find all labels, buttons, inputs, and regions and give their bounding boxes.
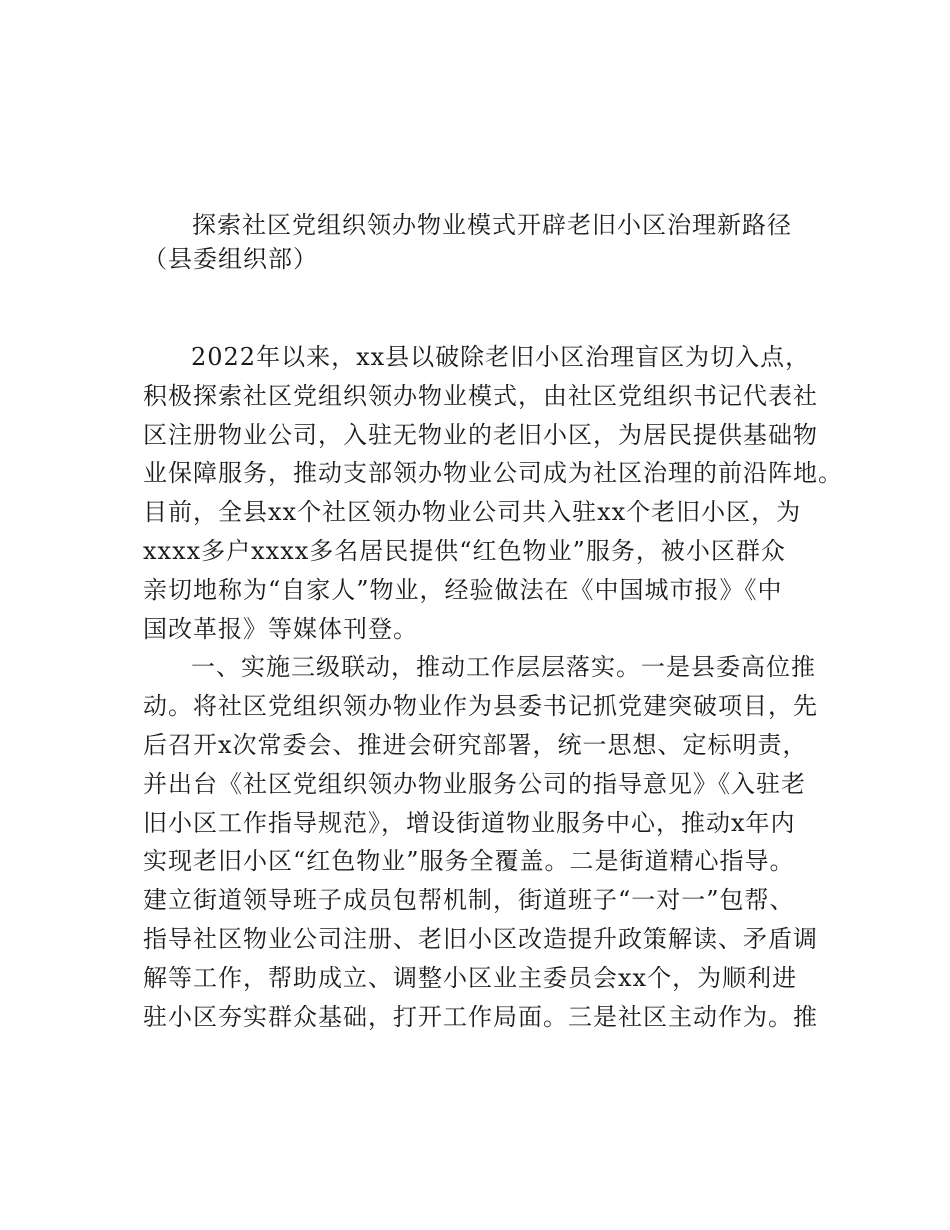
paragraph-line: 并出台《社区党组织领办物业服务公司的指导意见》《入驻老 <box>143 769 806 798</box>
paragraph-line: 实现老旧小区“红色物业”服务全覆盖。二是街道精心指导。 <box>143 847 795 876</box>
paragraph-line: xxxx多户xxxx多名居民提供“红色物业”服务，被小区群众 <box>143 536 786 565</box>
paragraph-line: 后召开x次常委会、推进会研究部署，统一思想、定标明责， <box>143 730 808 759</box>
paragraph-line: 区注册物业公司，入驻无物业的老旧小区，为居民提供基础物 <box>143 420 818 449</box>
paragraph-line: 亲切地称为“自家人”物业，经验做法在《中国城市报》《中 <box>143 575 783 604</box>
paragraph-line: 一、实施三级联动，推动工作层层落实。一是县委高位推 <box>191 653 816 682</box>
paragraph-line: 指导社区物业公司注册、老旧小区改造提升政策解读、矛盾调 <box>143 924 818 953</box>
paragraph-line: 积极探索社区党组织领办物业模式，由社区党组织书记代表社 <box>143 381 818 410</box>
paragraph-line: 业保障服务，推动支部领办物业公司成为社区治理的前沿阵地。 <box>143 459 843 488</box>
document-title: 探索社区党组织领办物业模式开辟老旧小区治理新路径 <box>192 211 792 239</box>
paragraph-line: 驻小区夯实群众基础，打开工作局面。三是社区主动作为。推 <box>143 1002 818 1031</box>
document-author: （县委组织部） <box>143 245 318 273</box>
paragraph-line: 解等工作，帮助成立、调整小区业主委员会xx个，为顺利进 <box>143 963 798 992</box>
paragraph-line: 动。将社区党组织领办物业作为县委书记抓党建突破项目，先 <box>143 692 818 721</box>
document-body <box>143 338 843 1036</box>
paragraph-line: 目前，全县xx个社区领办物业公司共入驻xx个老旧小区，为 <box>143 498 802 527</box>
paragraph-line: 建立街道领导班子成员包帮机制，街道班子“一对一”包帮、 <box>143 886 795 915</box>
paragraph-line: 旧小区工作指导规范》，增设街道物业服务中心，推动x年内 <box>143 808 796 837</box>
paragraph-line: 2022年以来，xx县以破除老旧小区治理盲区为切入点， <box>191 343 811 371</box>
paragraph-line: 国改革报》等媒体刊登。 <box>143 614 418 643</box>
